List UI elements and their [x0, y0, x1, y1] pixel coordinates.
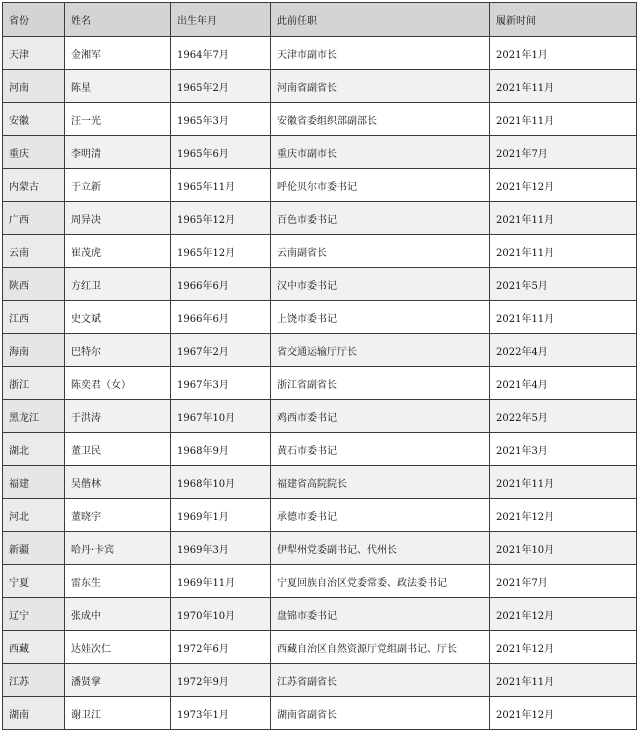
cell-birth-date: 1964年7月 — [171, 37, 271, 70]
cell-appointment-date: 2022年5月 — [490, 400, 637, 433]
cell-birth-date: 1969年3月 — [171, 532, 271, 565]
cell-previous-post: 天津市副市长 — [271, 37, 490, 70]
table-row — [3, 466, 637, 499]
cell-province: 新疆 — [3, 532, 65, 565]
cell-previous-post: 鸡西市委书记 — [271, 400, 490, 433]
cell-birth-date: 1968年10月 — [171, 466, 271, 499]
table-row — [3, 136, 637, 169]
cell-province: 云南 — [3, 235, 65, 268]
cell-previous-post: 伊犁州党委副书记、代州长 — [271, 532, 490, 565]
table-row — [3, 532, 637, 565]
cell-birth-date: 1972年9月 — [171, 664, 271, 697]
cell-name: 达娃次仁 — [65, 631, 171, 664]
cell-birth-date: 1970年10月 — [171, 598, 271, 631]
cell-previous-post: 西藏自治区自然资源厅党组副书记、厅长 — [271, 631, 490, 664]
cell-province: 海南 — [3, 334, 65, 367]
cell-appointment-date: 2021年12月 — [490, 499, 637, 532]
cell-birth-date: 1965年12月 — [171, 235, 271, 268]
table-row — [3, 268, 637, 301]
cell-name: 张成中 — [65, 598, 171, 631]
cell-province: 河北 — [3, 499, 65, 532]
cell-birth-date: 1965年12月 — [171, 202, 271, 235]
cell-name: 金湘军 — [65, 37, 171, 70]
cell-name: 董晓宇 — [65, 499, 171, 532]
header-row — [3, 3, 637, 37]
cell-appointment-date: 2021年11月 — [490, 235, 637, 268]
cell-province: 安徽 — [3, 103, 65, 136]
table-row — [3, 631, 637, 664]
cell-birth-date: 1967年3月 — [171, 367, 271, 400]
cell-province: 黑龙江 — [3, 400, 65, 433]
cell-name: 陈星 — [65, 70, 171, 103]
cell-previous-post: 浙江省副省长 — [271, 367, 490, 400]
cell-province: 浙江 — [3, 367, 65, 400]
cell-name: 陈奕君（女） — [65, 367, 171, 400]
cell-previous-post: 上饶市委书记 — [271, 301, 490, 334]
table-row — [3, 565, 637, 598]
cell-previous-post: 承德市委书记 — [271, 499, 490, 532]
table-row — [3, 301, 637, 334]
header-birth-date: 出生年月 — [171, 3, 271, 37]
cell-previous-post: 江苏省副省长 — [271, 664, 490, 697]
cell-appointment-date: 2021年5月 — [490, 268, 637, 301]
table-row — [3, 202, 637, 235]
cell-appointment-date: 2021年12月 — [490, 598, 637, 631]
table-row — [3, 664, 637, 697]
cell-appointment-date: 2021年12月 — [490, 169, 637, 202]
table-row — [3, 499, 637, 532]
cell-previous-post: 湖南省副省长 — [271, 697, 490, 730]
cell-name: 于立新 — [65, 169, 171, 202]
cell-appointment-date: 2021年12月 — [490, 697, 637, 730]
header-name: 姓名 — [65, 3, 171, 37]
cell-birth-date: 1969年11月 — [171, 565, 271, 598]
header-province: 省份 — [3, 3, 65, 37]
cell-appointment-date: 2021年7月 — [490, 136, 637, 169]
cell-birth-date: 1966年6月 — [171, 301, 271, 334]
cell-name: 周异决 — [65, 202, 171, 235]
cell-province: 陕西 — [3, 268, 65, 301]
cell-birth-date: 1972年6月 — [171, 631, 271, 664]
cell-province: 内蒙古 — [3, 169, 65, 202]
cell-province: 辽宁 — [3, 598, 65, 631]
cell-name: 史文斌 — [65, 301, 171, 334]
table-row — [3, 433, 637, 466]
cell-name: 潘贤掌 — [65, 664, 171, 697]
cell-name: 雷东生 — [65, 565, 171, 598]
cell-birth-date: 1965年11月 — [171, 169, 271, 202]
cell-name: 于洪涛 — [65, 400, 171, 433]
cell-name: 董卫民 — [65, 433, 171, 466]
cell-name: 哈丹·卡宾 — [65, 532, 171, 565]
cell-birth-date: 1969年1月 — [171, 499, 271, 532]
cell-name: 方红卫 — [65, 268, 171, 301]
cell-appointment-date: 2021年11月 — [490, 664, 637, 697]
cell-province: 湖南 — [3, 697, 65, 730]
cell-previous-post: 宁夏回族自治区党委常委、政法委书记 — [271, 565, 490, 598]
cell-province: 天津 — [3, 37, 65, 70]
table-row — [3, 334, 637, 367]
cell-province: 广西 — [3, 202, 65, 235]
table-body — [3, 37, 637, 730]
cell-province: 西藏 — [3, 631, 65, 664]
cell-previous-post: 安徽省委组织部副部长 — [271, 103, 490, 136]
cell-province: 河南 — [3, 70, 65, 103]
cell-appointment-date: 2021年3月 — [490, 433, 637, 466]
table-row — [3, 400, 637, 433]
cell-birth-date: 1973年1月 — [171, 697, 271, 730]
cell-province: 重庆 — [3, 136, 65, 169]
cell-previous-post: 福建省高院院长 — [271, 466, 490, 499]
cell-appointment-date: 2021年1月 — [490, 37, 637, 70]
cell-province: 江西 — [3, 301, 65, 334]
cell-name: 巴特尔 — [65, 334, 171, 367]
table-row — [3, 367, 637, 400]
cell-previous-post: 呼伦贝尔市委书记 — [271, 169, 490, 202]
officials-table-container — [2, 2, 636, 730]
cell-province: 湖北 — [3, 433, 65, 466]
cell-previous-post: 河南省副省长 — [271, 70, 490, 103]
cell-birth-date: 1965年3月 — [171, 103, 271, 136]
cell-appointment-date: 2021年10月 — [490, 532, 637, 565]
cell-appointment-date: 2021年11月 — [490, 103, 637, 136]
cell-appointment-date: 2021年12月 — [490, 631, 637, 664]
cell-previous-post: 百色市委书记 — [271, 202, 490, 235]
cell-name: 李明清 — [65, 136, 171, 169]
cell-birth-date: 1967年2月 — [171, 334, 271, 367]
table-row — [3, 37, 637, 70]
cell-appointment-date: 2021年11月 — [490, 202, 637, 235]
cell-appointment-date: 2021年4月 — [490, 367, 637, 400]
cell-appointment-date: 2021年11月 — [490, 70, 637, 103]
table-row — [3, 598, 637, 631]
cell-name: 谢卫江 — [65, 697, 171, 730]
table-row — [3, 697, 637, 730]
cell-appointment-date: 2021年7月 — [490, 565, 637, 598]
cell-province: 江苏 — [3, 664, 65, 697]
cell-previous-post: 云南副省长 — [271, 235, 490, 268]
cell-birth-date: 1965年6月 — [171, 136, 271, 169]
cell-appointment-date: 2021年11月 — [490, 301, 637, 334]
cell-birth-date: 1968年9月 — [171, 433, 271, 466]
cell-province: 福建 — [3, 466, 65, 499]
cell-previous-post: 汉中市委书记 — [271, 268, 490, 301]
cell-previous-post: 盘锦市委书记 — [271, 598, 490, 631]
cell-birth-date: 1965年2月 — [171, 70, 271, 103]
table-row — [3, 235, 637, 268]
table-header — [3, 3, 637, 37]
cell-previous-post: 黄石市委书记 — [271, 433, 490, 466]
cell-appointment-date: 2022年4月 — [490, 334, 637, 367]
cell-name: 吴偕林 — [65, 466, 171, 499]
cell-previous-post: 重庆市副市长 — [271, 136, 490, 169]
table-row — [3, 103, 637, 136]
header-appointment-date: 履新时间 — [490, 3, 637, 37]
cell-appointment-date: 2021年11月 — [490, 466, 637, 499]
cell-name: 崔茂虎 — [65, 235, 171, 268]
cell-birth-date: 1967年10月 — [171, 400, 271, 433]
header-previous-post: 此前任职 — [271, 3, 490, 37]
table-row — [3, 169, 637, 202]
cell-name: 汪一光 — [65, 103, 171, 136]
cell-previous-post: 省交通运输厅厅长 — [271, 334, 490, 367]
cell-birth-date: 1966年6月 — [171, 268, 271, 301]
officials-table — [2, 2, 637, 730]
table-row — [3, 70, 637, 103]
cell-province: 宁夏 — [3, 565, 65, 598]
